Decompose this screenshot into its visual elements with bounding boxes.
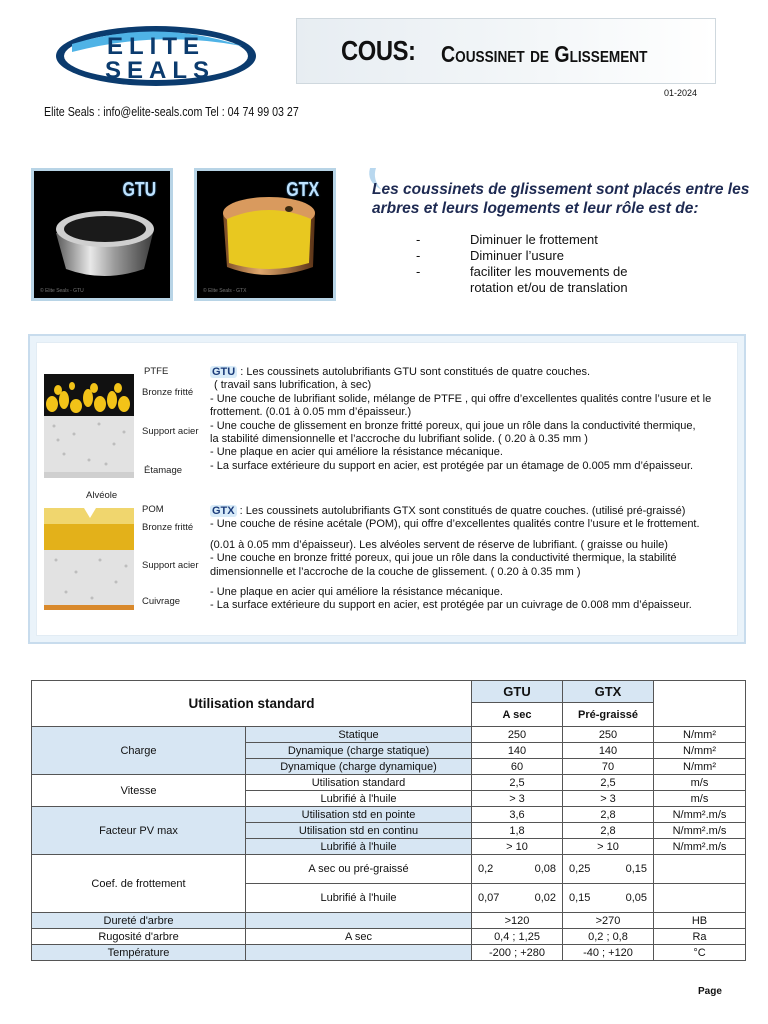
- list-item: - Diminuer l’usure: [416, 248, 564, 263]
- product-code: COUS:: [341, 35, 416, 66]
- gtx-photo-label: GTX: [286, 179, 319, 201]
- uses-list: [416, 232, 628, 296]
- table-row: Dynamique (charge statique) 140 140 N/mm²: [32, 743, 746, 759]
- gtu-photo-label: GTU: [122, 179, 156, 201]
- table-row: Lubrifié à l'huile > 10 > 10 N/mm².m/s: [32, 839, 746, 855]
- table-row: Dynamique (charge dynamique) 60 70 N/mm²: [32, 759, 746, 775]
- gtu-heading: GTU: [212, 366, 236, 378]
- gtx-photo-credit: © Elite Seals - GTX: [203, 288, 247, 294]
- col-gtu: GTU: [472, 681, 563, 703]
- gtx-heading: GTX: [212, 505, 235, 517]
- title-box: [296, 18, 716, 84]
- specs-table: [31, 680, 746, 961]
- table-row: Utilisation std en continu 1,8 2,8 N/mm².m/s: [32, 823, 746, 839]
- group-vitesse: Vitesse: [32, 775, 246, 807]
- ptfe-label: PTFE: [144, 366, 169, 377]
- pom-label: POM: [142, 504, 164, 515]
- bronze-label: Bronze fritté: [142, 387, 194, 398]
- elite-seals-logo: [52, 18, 260, 90]
- gtu-photo: [31, 168, 173, 301]
- sub-gtx: Pré-graissé: [563, 703, 654, 727]
- logo-line1: ELITE: [106, 33, 206, 60]
- alveole-label: Alvéole: [86, 490, 118, 501]
- gtx-photo: [194, 168, 336, 301]
- list-item: - faciliter les mouvements de: [416, 264, 628, 279]
- logo-line2: SEALS: [104, 57, 216, 84]
- table-row: [32, 681, 746, 703]
- gtx-description: GTX : Les coussinets autolubrifiants GTX sont constitués de quatre couches. (utilisé pré-graissé) - Une couche de résine acétale (POM), qui offre d’excellentes qualités contre l’usure et le frottement. (0.01 à 0.05 mm d’épaisseur). Les alvéoles servent de réserve de lubrifiant. ( graisse ou huile) - Une couche en bronze fritté poreux, qui joue un rôle dans la conductivité thermique, la stabilité dimensionnelle et l’accroche de la couche de glissement. ( 0.20 à 0.35 mm ) - Une plaque en acier qui améliore la résistance mécanique. - La surface extérieure du support en acier, est protégée par un cuivrage de 0.008 mm d’épaisseur.: [210, 505, 700, 612]
- group-charge: Charge: [32, 727, 246, 775]
- list-item: rotation et/ou de translation: [470, 280, 628, 295]
- group-pv: Facteur PV max: [32, 807, 246, 855]
- intro-text: Les coussinets de glissement sont placés entre les arbres et leurs logements et leur rôle est de:: [372, 181, 750, 217]
- gtu-cross-section: [44, 374, 134, 478]
- gtx-cross-section: [44, 508, 134, 612]
- table-row: Lubrifié à l'huile > 3 > 3 m/s: [32, 791, 746, 807]
- table-row: Rugosité d'arbre A sec 0,4 ; 1,25 0,2 ; 0,8 Ra: [32, 929, 746, 945]
- cuivrage-label: Cuivrage: [142, 596, 181, 607]
- page-label: Page: [698, 986, 722, 997]
- table-row: Température -200 ; +280 -40 ; +120 °C: [32, 945, 746, 961]
- group-coef: Coef. de frottement: [32, 855, 246, 913]
- gtu-photo-credit: © Elite Seals - GTU: [40, 288, 84, 294]
- col-gtx: GTX: [563, 681, 654, 703]
- contact-line: Elite Seals : info@elite-seals.com Tel : 04 74 99 03 27: [44, 104, 299, 119]
- table-row: Charge Statique 250 250 N/mm²: [32, 727, 746, 743]
- support-label: Support acier: [142, 560, 199, 571]
- sub-gtu: A sec: [472, 703, 563, 727]
- table-title: Utilisation standard: [32, 681, 472, 727]
- table-row: Vitesse Utilisation standard 2,5 2,5 m/s: [32, 775, 746, 791]
- document-date: 01-2024: [664, 88, 698, 98]
- support-label: Support acier: [142, 426, 199, 437]
- table-row: Facteur PV max Utilisation std en pointe 3,6 2,8 N/mm².m/s: [32, 807, 746, 823]
- etamage-label: Étamage: [144, 465, 183, 476]
- list-item: - Diminuer le frottement: [416, 232, 598, 247]
- product-name: Coussinet de Glissement: [441, 41, 648, 67]
- unit-header: [654, 681, 746, 727]
- table-row: Dureté d'arbre >120 >270 HB: [32, 913, 746, 929]
- gtu-description: GTU : Les coussinets autolubrifiants GTU sont constitués de quatre couches. ( travail sans lubrification, à sec) - Une couche de lubrifiant solide, mélange de PTFE , qui offre d’excellentes qualités contre l’usure et le frottement. (0.01 à 0.05 mm d’épaisseur.) - Une couche de glissement en bronze fritté poreux, qui joue un rôle dans la conductivité thermique, la stabilité dimensionnelle et l’accroche du lubrifiant solide. ( 0.20 à 0.35 mm ) - Une plaque en acier qui améliore la résistance mécanique. - La surface extérieure du support en acier, est protégée par un étamage de 0.005 mm d’épaisseur.: [210, 366, 712, 472]
- table-row: Coef. de frottement A sec ou pré-graissé 0,2 0,08 0,25 0,15: [32, 855, 746, 884]
- table-row: Lubrifié à l'huile 0,07 0,02 0,15 0,05: [32, 884, 746, 913]
- bronze-label: Bronze fritté: [142, 522, 194, 533]
